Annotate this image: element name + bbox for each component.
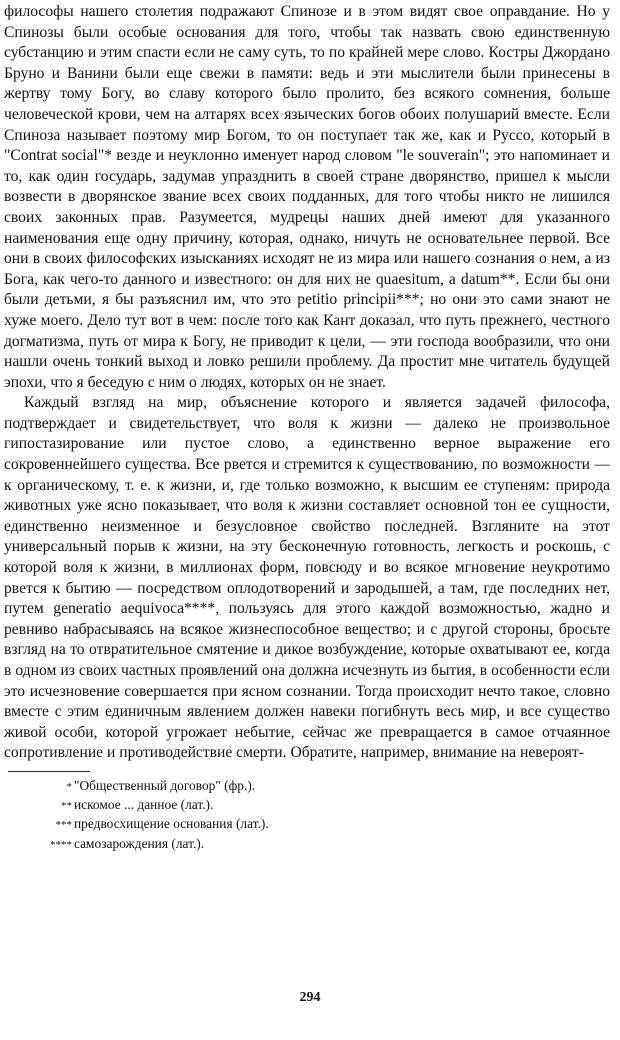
footnote-text: искомое ... данное (лат.).: [74, 797, 214, 813]
body-paragraph: философы нашего столетия подражают Спинозе и в этом видят свое оправдание. Но у Спинозы были особые основания для того, чтобы так назвать свою единственную субстанцию и этим спасти если не саму суть, то по крайней мере слово. Костры Джордано Бруно и Ванини были еще свежи в памяти: ведь и эти мыслители были принесены в жертву тому Богу, во славу которого было пролито, без всякого сомнения, больше человеческой крови, чем на алтарях всех языческих богов обоих полушарий вместе. Если Спиноза называет поэтому мир Богом, то он поступает так же, как и Руссо, который в "Contrat social"* везде и неуклонно именует народ словом "le souverain"; это напоминает и то, как один государь, задумав упразднить в своей стране дворянство, пришел к мысли возвести в дворянское звание всех своих подданных, для того чтобы никто не лишился своих законных прав. Разумеется, мудрецы наших дней имеют для указанного наименования еще одну причину, которая, однако, ничуть не основательнее первой. Все они в своих философских изысканиях исходят не из мира или нашего сознания о нем, а из Бога, как чего-то данного и известного: он для них не quaesitum, a datum**. Если бы они были детьми, я бы разъяснил им, что это petitio principii***; но они это сами знают не хуже моего. Дело тут вот в чем: после того как Кант доказал, что путь прежнего, честного догматизма, путь от мира к Богу, не приводит к цели, — эти господа вообразили, что они нашли очень тонкий выход и ловко решили проблему. Да простит мне читатель будущей эпохи, что я беседую с ним о людях, которых он не знает.: [4, 3, 610, 391]
footnote-divider: [8, 771, 90, 772]
body-paragraph: Каждый взгляд на мир, объяснение которого и является задачей философа, подтверждает и свидетельствует, что воля к жизни — далеко не произвольное гипостазирование или пустое слово, а единственно верное выражение его сокровеннейшего существа. Все рвется и стремится к существованию, по возможности — к органическому, т. е. к жизни, и, где только возможно, к высшим ее ступеням: природа животных уже ясно показывает, что воля к жизни составляет основной тон ее сущности, единственно неизменное и безусловное свойство последней. Взгляните на этот универсальный порыв к жизни, на эту бесконечную готовность, легкость и роскошь, с которой воля к жизни, в миллионах форм, повсюду и во всякое мгновение неукротимо рвется к бытию — посредством оплодотворений и зародышей, а там, где последних нет, путем generatio aequivoca****, пользуясь для этого каждой возможностью, жадно и ревниво набрасываясь на всякое жизнеспособное вещество; и с другой стороны, бросьте взгляд на то отвратительное смятение и дикое возбуждение, которые охватывают ее, когда в одном из своих частных проявлений она должна исчезнуть из бытия, в особенности если это исчезновение совершается при ясном сознании. Тогда происходит нечто такое, словно вместе с этим единичным явлением должен навеки погибнуть весь мир, и все существо живой особи, которой угрожает небытие, сейчас же превращается в самое отчаянное сопротивление и противодействие смерти. Обратите, например, внимание на невероят-: [4, 394, 610, 762]
footnote-text: предвосхищение основания (лат.).: [74, 816, 269, 832]
footnote-mark: **: [61, 800, 72, 813]
footnote-mark: ****: [50, 838, 72, 851]
footnote: [46, 835, 610, 854]
footnote: [46, 777, 610, 796]
footnote-mark: ***: [55, 819, 72, 832]
footnote: [46, 796, 610, 815]
footnotes: [4, 777, 610, 854]
page-number: 294: [299, 990, 321, 1005]
footnote-mark: *: [66, 780, 72, 793]
footnote-text: самозарождения (лат.).: [74, 835, 205, 851]
footnote-text: "Общественный договор" (фр.).: [74, 777, 256, 793]
footnote: [46, 815, 610, 834]
